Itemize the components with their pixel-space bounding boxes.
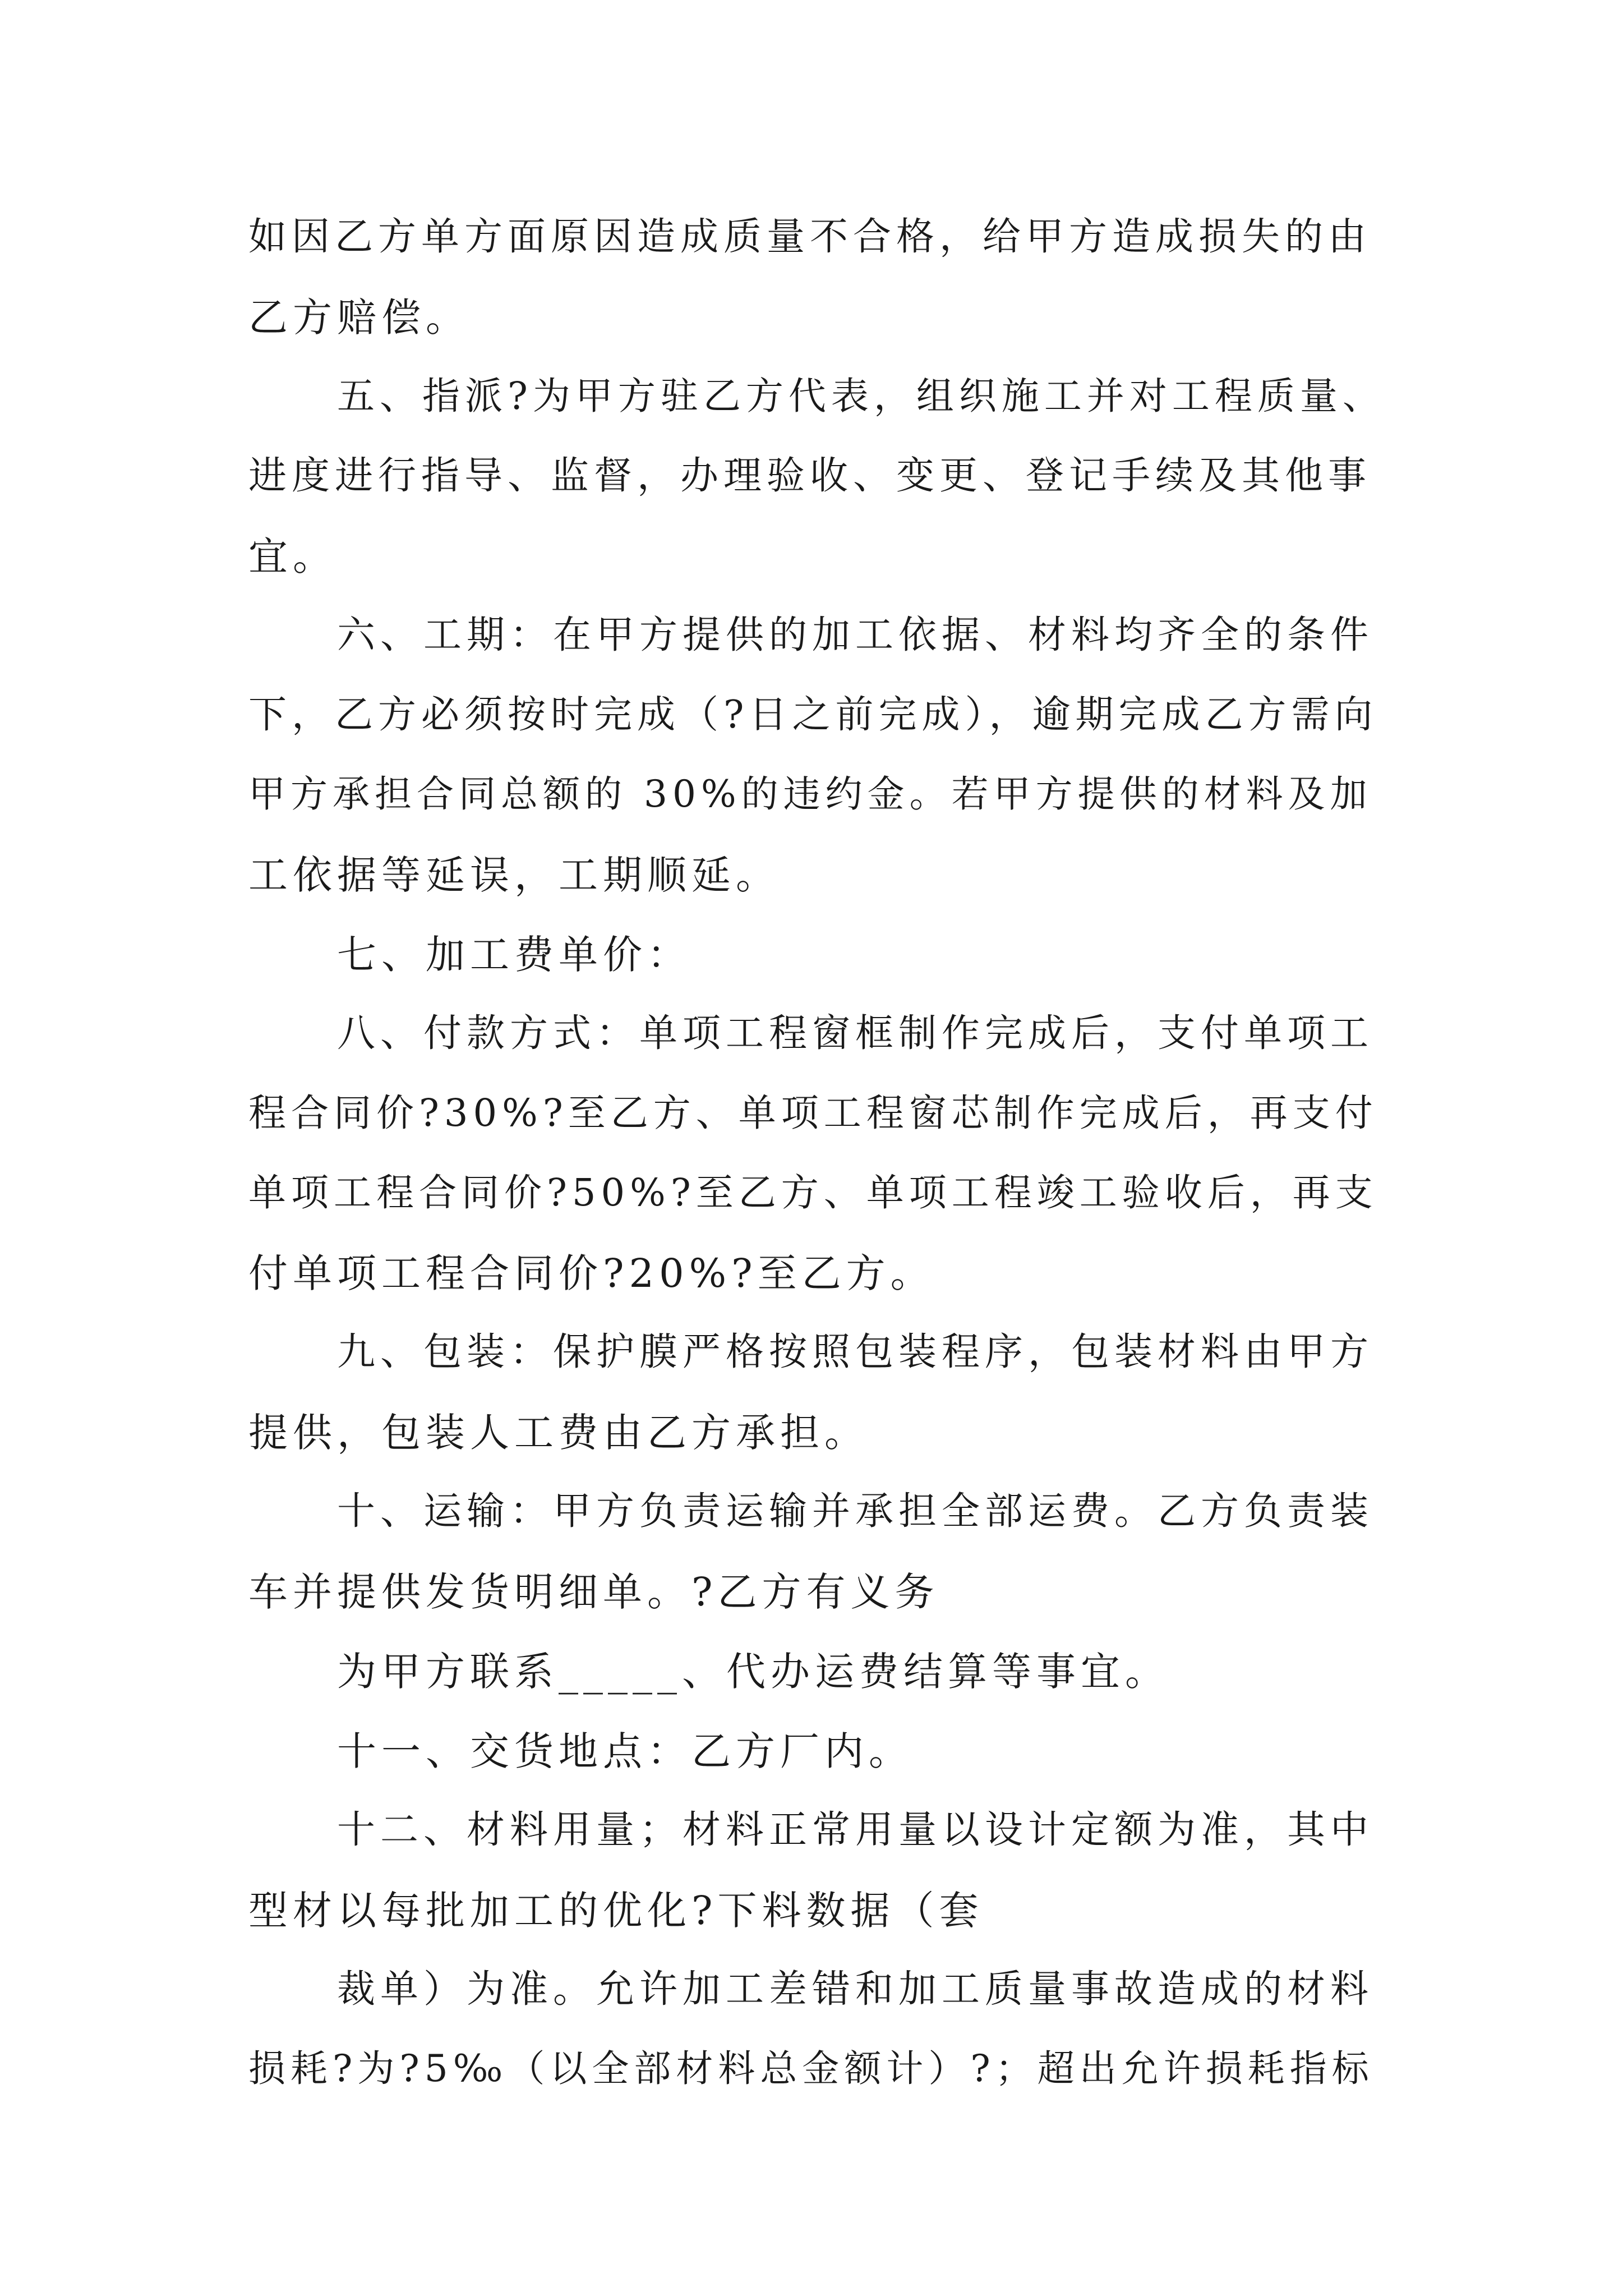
body-line-12: 程合同价?30%?至乙方、单项工程窗芯制作完成后，再支付 xyxy=(248,1091,1378,1135)
body-line-23: 裁单）为准。允许加工差错和加工质量事故造成的材料 xyxy=(337,1967,1374,2012)
body-line-14: 付单项工程合同价?20%?至乙方。 xyxy=(248,1250,935,1296)
body-line-6: 六、工期：在甲方提供的加工依据、材料均齐全的条件 xyxy=(337,613,1374,657)
body-line-18: 车并提供发货明细单。?乙方有义务 xyxy=(248,1569,939,1615)
body-line-3: 五、指派?为甲方驻乙方代表，组织施工并对工程质量、 xyxy=(337,374,1385,418)
body-line-17: 十、运输：甲方负责运输并承担全部运费。乙方负责装 xyxy=(337,1489,1374,1534)
body-line-11: 八、付款方式：单项工程窗框制作完成后，支付单项工 xyxy=(337,1011,1374,1056)
body-line-24: 损耗?为?5‰（以全部材料总金额计）?；超出允许损耗指标 xyxy=(248,2047,1374,2090)
body-line-2: 乙方赔偿。 xyxy=(248,295,470,341)
body-line-1: 如因乙方单方面原因造成质量不合格，给甲方造成损失的由 xyxy=(248,215,1372,259)
body-line-22: 型材以每批加工的优化?下料数据（套 xyxy=(248,1888,984,1934)
body-line-4: 进度进行指导、监督，办理验收、变更、登记手续及其他事 xyxy=(248,454,1372,498)
body-line-9: 工依据等延误，工期顺延。 xyxy=(248,852,780,898)
body-line-7: 下，乙方必须按时完成（?日之前完成），逾期完成乙方需向 xyxy=(248,693,1378,737)
body-line-20: 十一、交货地点：乙方厂内。 xyxy=(337,1728,913,1774)
body-line-10: 七、加工费单价： xyxy=(337,932,691,978)
body-line-13: 单项工程合同价?50%?至乙方、单项工程竣工验收后，再支 xyxy=(248,1171,1378,1214)
body-line-15: 九、包装：保护膜严格按照包装程序，包装材料由甲方 xyxy=(337,1330,1374,1374)
body-line-5: 宜。 xyxy=(248,533,337,579)
body-line-16: 提供，包装人工费由乙方承担。 xyxy=(248,1410,869,1456)
body-line-19: 为甲方联系_____、代办运费结算等事宜。 xyxy=(337,1649,1169,1695)
body-line-8: 甲方承担合同总额的 30%的违约金。若甲方提供的材料及加 xyxy=(248,772,1372,816)
body-line-21: 十二、材料用量；材料正常用量以设计定额为准，其中 xyxy=(337,1808,1374,1852)
